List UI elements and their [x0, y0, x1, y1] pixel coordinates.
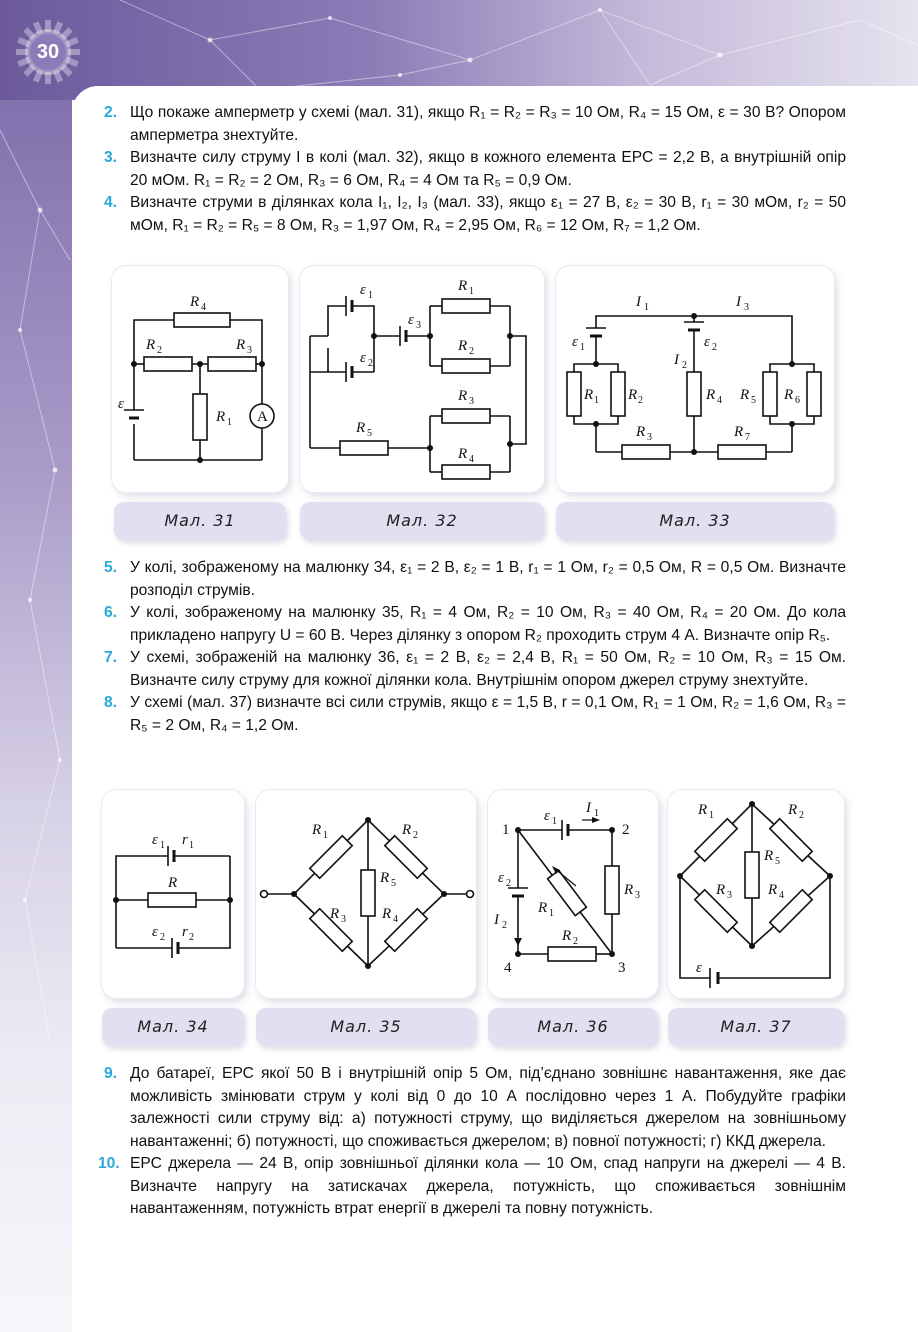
label-R2: R	[146, 337, 156, 353]
figure-34	[102, 790, 244, 998]
problem-7	[104, 647, 846, 692]
node-4: 4	[504, 960, 512, 976]
svg-text:4: 4	[393, 914, 398, 925]
label-R1: R	[698, 802, 708, 818]
svg-text:4: 4	[201, 302, 206, 313]
label-R5: R	[740, 387, 750, 403]
svg-text:1: 1	[368, 290, 373, 301]
problem-text: У колі, зображеному на малюнку 35, R₁ = 4 Ом, R₂ = 10 Ом, R₃ = 40 Ом, R₄ = 20 Ом. До кола прикладено напругу U = 60 В. Через ділянку з опором R₂ проходить струм 4 А. Визначте опір R₅.	[130, 604, 846, 644]
caption-37: Мал. 37	[668, 1008, 844, 1046]
label-R3: R	[458, 388, 468, 404]
problem-9	[104, 1063, 846, 1153]
problems-group-middle	[104, 557, 846, 737]
figure-33	[556, 266, 834, 492]
svg-text:2: 2	[712, 342, 717, 353]
svg-text:7: 7	[745, 432, 750, 443]
figure-31	[112, 266, 288, 492]
label-R4: R	[768, 882, 778, 898]
problem-number: 6.	[104, 604, 118, 621]
label-e1: ε	[360, 282, 366, 298]
side-band	[0, 0, 72, 1332]
label-e1: ε	[544, 808, 550, 824]
label-R3: R	[636, 424, 646, 440]
label-R5: R	[380, 870, 390, 886]
label-R3: R	[624, 882, 634, 898]
label-R4: R	[706, 387, 716, 403]
svg-text:4: 4	[779, 890, 784, 901]
svg-text:2: 2	[189, 932, 194, 943]
svg-text:1: 1	[594, 395, 599, 406]
problem-10	[98, 1153, 846, 1221]
header-band	[0, 0, 918, 100]
problem-text: Визначте силу струму I в колі (мал. 32), якщо в кожного елемента ЕРС = 2,2 В, а внутрішній опір 20 мОм. R₁ = R₂ = 2 Ом, R₃ = 6 Ом, R₄ = 4 Ом та R₅ = 0,9 Ом.	[130, 149, 846, 189]
caption-31: Мал. 31	[114, 502, 286, 540]
svg-text:5: 5	[367, 428, 372, 439]
label-e2: ε	[498, 870, 504, 886]
label-R3: R	[236, 337, 246, 353]
label-e1: ε	[572, 334, 578, 350]
problems-group-bottom	[98, 1063, 846, 1221]
svg-text:1: 1	[323, 830, 328, 841]
page-number: 30	[36, 41, 60, 63]
label-R4: R	[458, 446, 468, 462]
caption-35: Мал. 35	[256, 1008, 476, 1046]
svg-text:1: 1	[644, 302, 649, 313]
problem-text: ЕРС джерела — 24 В, опір зовнішньої ділянки кола — 10 Ом, спад напруги на джерелі — 4 В. Визначте напругу на затискачах джерела, потужність, що споживається зовнішнім навантаженням, потужність втрат енергії в джерелі та повну потужність.	[130, 1155, 846, 1217]
label-I1: I	[586, 800, 591, 816]
problem-text: Що покаже амперметр у схемі (мал. 31), якщо R₁ = R₂ = R₃ = 10 Ом, R₄ = 15 Ом, ε = 30 В? Опором амперметра знехтуйте.	[130, 104, 846, 144]
label-R3: R	[330, 906, 340, 922]
problems-group-top	[104, 102, 846, 237]
svg-text:2: 2	[638, 395, 643, 406]
label-R2: R	[402, 822, 412, 838]
svg-text:3: 3	[416, 320, 421, 331]
svg-text:4: 4	[717, 395, 722, 406]
node-1: 1	[502, 822, 510, 838]
svg-text:2: 2	[506, 878, 511, 889]
label-emf: ε	[696, 960, 702, 976]
problem-number: 3.	[104, 149, 118, 166]
svg-text:3: 3	[647, 432, 652, 443]
svg-text:2: 2	[368, 358, 373, 369]
node-2: 2	[622, 822, 630, 838]
problem-2	[104, 102, 846, 147]
svg-text:1: 1	[160, 840, 165, 851]
caption-32: Мал. 32	[300, 502, 544, 540]
label-R5: R	[764, 848, 774, 864]
label-e3: ε	[408, 312, 414, 328]
caption-33: Мал. 33	[556, 502, 834, 540]
node-3: 3	[618, 960, 626, 976]
svg-text:1: 1	[552, 816, 557, 827]
problem-number: 2.	[104, 104, 118, 121]
label-R2: R	[458, 338, 468, 354]
svg-text:3: 3	[744, 302, 749, 313]
problem-text: У колі, зображеному на малюнку 34, ε₁ = 2 В, ε₂ = 1 В, r₁ = 1 Ом, r₂ = 0,5 Ом, R = 0,5 Ом. Визначте розподіл струмів.	[130, 559, 846, 599]
svg-text:2: 2	[157, 345, 162, 356]
label-e1: ε	[152, 832, 158, 848]
svg-text:1: 1	[580, 342, 585, 353]
problem-4	[104, 192, 846, 237]
label-R1: R	[538, 900, 548, 916]
problem-number: 4.	[104, 194, 118, 211]
problem-text: До батареї, ЕРС якої 50 В і внутрішній опір 5 Ом, під’єднано зовнішнє навантаження, яке дає можливість змінювати струм у колі від 0 до 10 А послідовно через 1 А. Побудуйте графіки залежності сили струму від: а) потужності струму, що виділяється джерелом на зовнішньому навантаженні; б) потужності, що споживається джерелом; в) повної потужності; г) ККД джерела.	[130, 1065, 846, 1150]
svg-text:4: 4	[469, 454, 474, 465]
caption-36: Мал. 36	[488, 1008, 658, 1046]
problem-number: 9.	[104, 1065, 118, 1082]
problem-8	[104, 692, 846, 737]
label-R6: R	[784, 387, 794, 403]
label-R3: R	[716, 882, 726, 898]
label-R1: R	[216, 409, 226, 425]
svg-text:5: 5	[775, 856, 780, 867]
label-R5: R	[356, 420, 366, 436]
caption-34: Мал. 34	[102, 1008, 244, 1046]
problem-number: 10.	[98, 1155, 120, 1172]
label-R1: R	[312, 822, 322, 838]
svg-text:1: 1	[594, 808, 599, 819]
label-R7: R	[734, 424, 744, 440]
svg-text:1: 1	[189, 840, 194, 851]
svg-text:3: 3	[341, 914, 346, 925]
label-I2: I	[494, 912, 499, 928]
label-R2: R	[562, 928, 572, 944]
svg-text:6: 6	[795, 395, 800, 406]
svg-text:1: 1	[549, 908, 554, 919]
svg-text:2: 2	[160, 932, 165, 943]
label-R4: R	[190, 294, 200, 310]
figure-32	[300, 266, 544, 492]
label-r2: r	[182, 924, 188, 940]
svg-text:3: 3	[727, 890, 732, 901]
label-R2: R	[628, 387, 638, 403]
problem-number: 8.	[104, 694, 118, 711]
problem-text: У схемі (мал. 37) визначте всі сили струмів, якщо ε = 1,5 В, r = 0,1 Ом, R₁ = 1 Ом, R₂ = 1,6 Ом, R₃ = R₅ = 2 Ом, R₄ = 1,2 Ом.	[130, 694, 846, 734]
label-R1: R	[584, 387, 594, 403]
svg-text:1: 1	[227, 417, 232, 428]
svg-text:2: 2	[799, 810, 804, 821]
label-r1: r	[182, 832, 188, 848]
svg-text:2: 2	[682, 360, 687, 371]
problem-3	[104, 147, 846, 192]
label-R4: R	[382, 906, 392, 922]
figure-37	[668, 790, 844, 998]
svg-text:3: 3	[469, 396, 474, 407]
svg-text:1: 1	[709, 810, 714, 821]
svg-text:2: 2	[413, 830, 418, 841]
problem-text: Визначте струми в ділянках кола I₁, I₂, I₃ (мал. 33), якщо ε₁ = 27 В, ε₂ = 30 В, r₁ = 30 мОм, r₂ = 50 мОм, R₁ = R₂ = R₅ = 8 Ом, R₃ = 1,97 Ом, R₄ = 2,95 Ом, R₆ = 12 Ом, R₇ = 1,2 Ом.	[130, 194, 846, 234]
label-R: R	[168, 875, 178, 891]
svg-text:5: 5	[391, 878, 396, 889]
problem-6	[104, 602, 846, 647]
label-e2: ε	[704, 334, 710, 350]
ammeter-label: A	[257, 409, 268, 425]
svg-text:3: 3	[635, 890, 640, 901]
problem-number: 7.	[104, 649, 118, 666]
svg-text:2: 2	[573, 936, 578, 947]
svg-text:1: 1	[469, 286, 474, 297]
page-number-badge	[16, 20, 80, 84]
label-e2: ε	[152, 924, 158, 940]
figure-36	[488, 790, 658, 998]
label-R1: R	[458, 278, 468, 294]
label-emf: ε	[118, 396, 124, 412]
svg-text:2: 2	[469, 346, 474, 357]
label-R2: R	[788, 802, 798, 818]
problem-5	[104, 557, 846, 602]
label-I3: I	[736, 294, 741, 310]
problem-text: У схемі, зображеній на малюнку 36, ε₁ = 2 В, ε₂ = 2,4 В, R₁ = 50 Ом, R₂ = 10 Ом, R₃ = 15 Ом. Визначте силу струму для кожної ділянки кола. Внутрішнім опором джерел струму знехтуйте.	[130, 649, 846, 689]
problem-number: 5.	[104, 559, 118, 576]
svg-text:2: 2	[502, 920, 507, 931]
figure-35	[256, 790, 476, 998]
label-e2: ε	[360, 350, 366, 366]
svg-text:3: 3	[247, 345, 252, 356]
svg-text:5: 5	[751, 395, 756, 406]
label-I1: I	[636, 294, 641, 310]
label-I2: I	[674, 352, 679, 368]
